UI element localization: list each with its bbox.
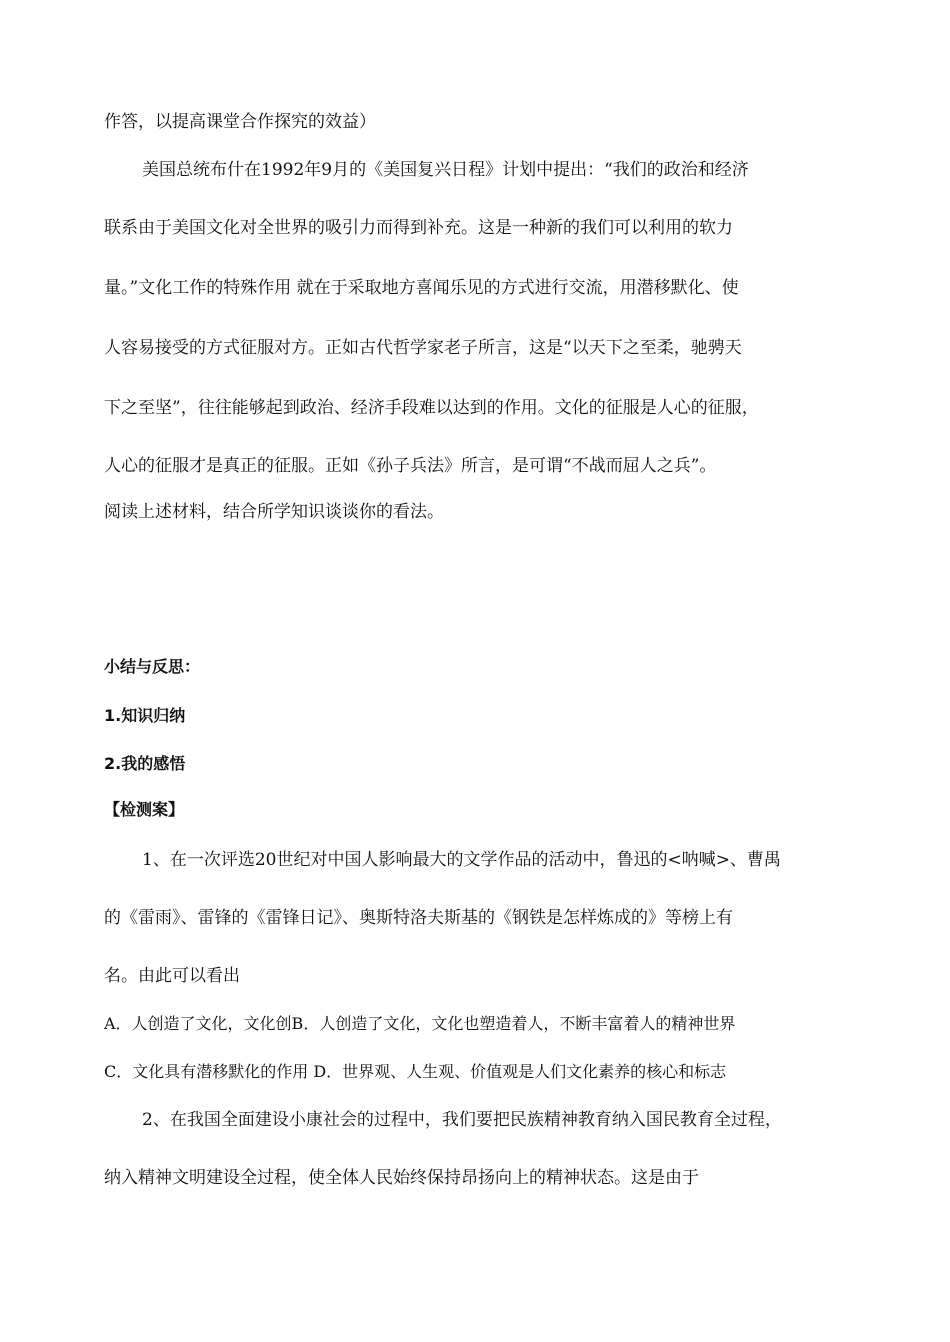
material-line-3: 量。”文化工作的特殊作用 就在于采取地方喜闻乐见的方式进行交流，用潜移默化、使: [104, 278, 739, 298]
material-line-6: 人心的征服才是真正的征服。正如《孙子兵法》所言，是可谓“不战而屈人之兵”。: [104, 456, 717, 476]
q1-option-cd: C．文化具有潜移默化的作用 D．世界观、人生观、价值观是人们文化素养的核心和标志: [104, 1062, 727, 1081]
material-line-4: 人容易接受的方式征服对方。正如古代哲学家老子所言，这是“以天下之至柔，驰骋天: [104, 338, 742, 358]
q1-line-2: 的《雷雨》、雷锋的《雷锋日记》、奥斯特洛夫斯基的《钢铁是怎样炼成的》等榜上有: [104, 908, 733, 928]
q2-line-1: 2、在我国全面建设小康社会的过程中，我们要把民族精神教育纳入国民教育全过程，: [142, 1110, 782, 1130]
material-line-2: 联系由于美国文化对全世界的吸引力而得到补充。这是一种新的我们可以利用的软力: [104, 218, 733, 238]
q1-line-3: 名。由此可以看出: [104, 966, 240, 986]
test-header: 【检测案】: [104, 800, 185, 819]
q2-line-2: 纳入精神文明建设全过程，使全体人民始终保持昂扬向上的精神状态。这是由于: [104, 1168, 699, 1188]
q1-line-1: 1、在一次评选20世纪对中国人影响最大的文学作品的活动中，鲁迅的<呐喊>、曹禺: [142, 850, 781, 870]
summary-item-1: 1.知识归纳: [104, 706, 186, 725]
material-line-5: 下之至坚”，往往能够起到政治、经济手段难以达到的作用。文化的征服是人心的征服，: [104, 398, 759, 418]
summary-item-2: 2.我的感悟: [104, 754, 186, 773]
material-line-1: 美国总统布什在1992年9月的《美国复兴日程》计划中提出：“我们的政治和经济: [142, 160, 749, 180]
material-question: 阅读上述材料，结合所学知识谈谈你的看法。: [104, 502, 444, 522]
q1-option-ab: A．人创造了文化，文化创B．人创造了文化，文化也塑造着人，不断丰富着人的精神世界: [104, 1014, 736, 1033]
intro-line: 作答，以提高课堂合作探究的效益）: [104, 112, 376, 132]
summary-title: 小结与反思：: [104, 657, 201, 676]
